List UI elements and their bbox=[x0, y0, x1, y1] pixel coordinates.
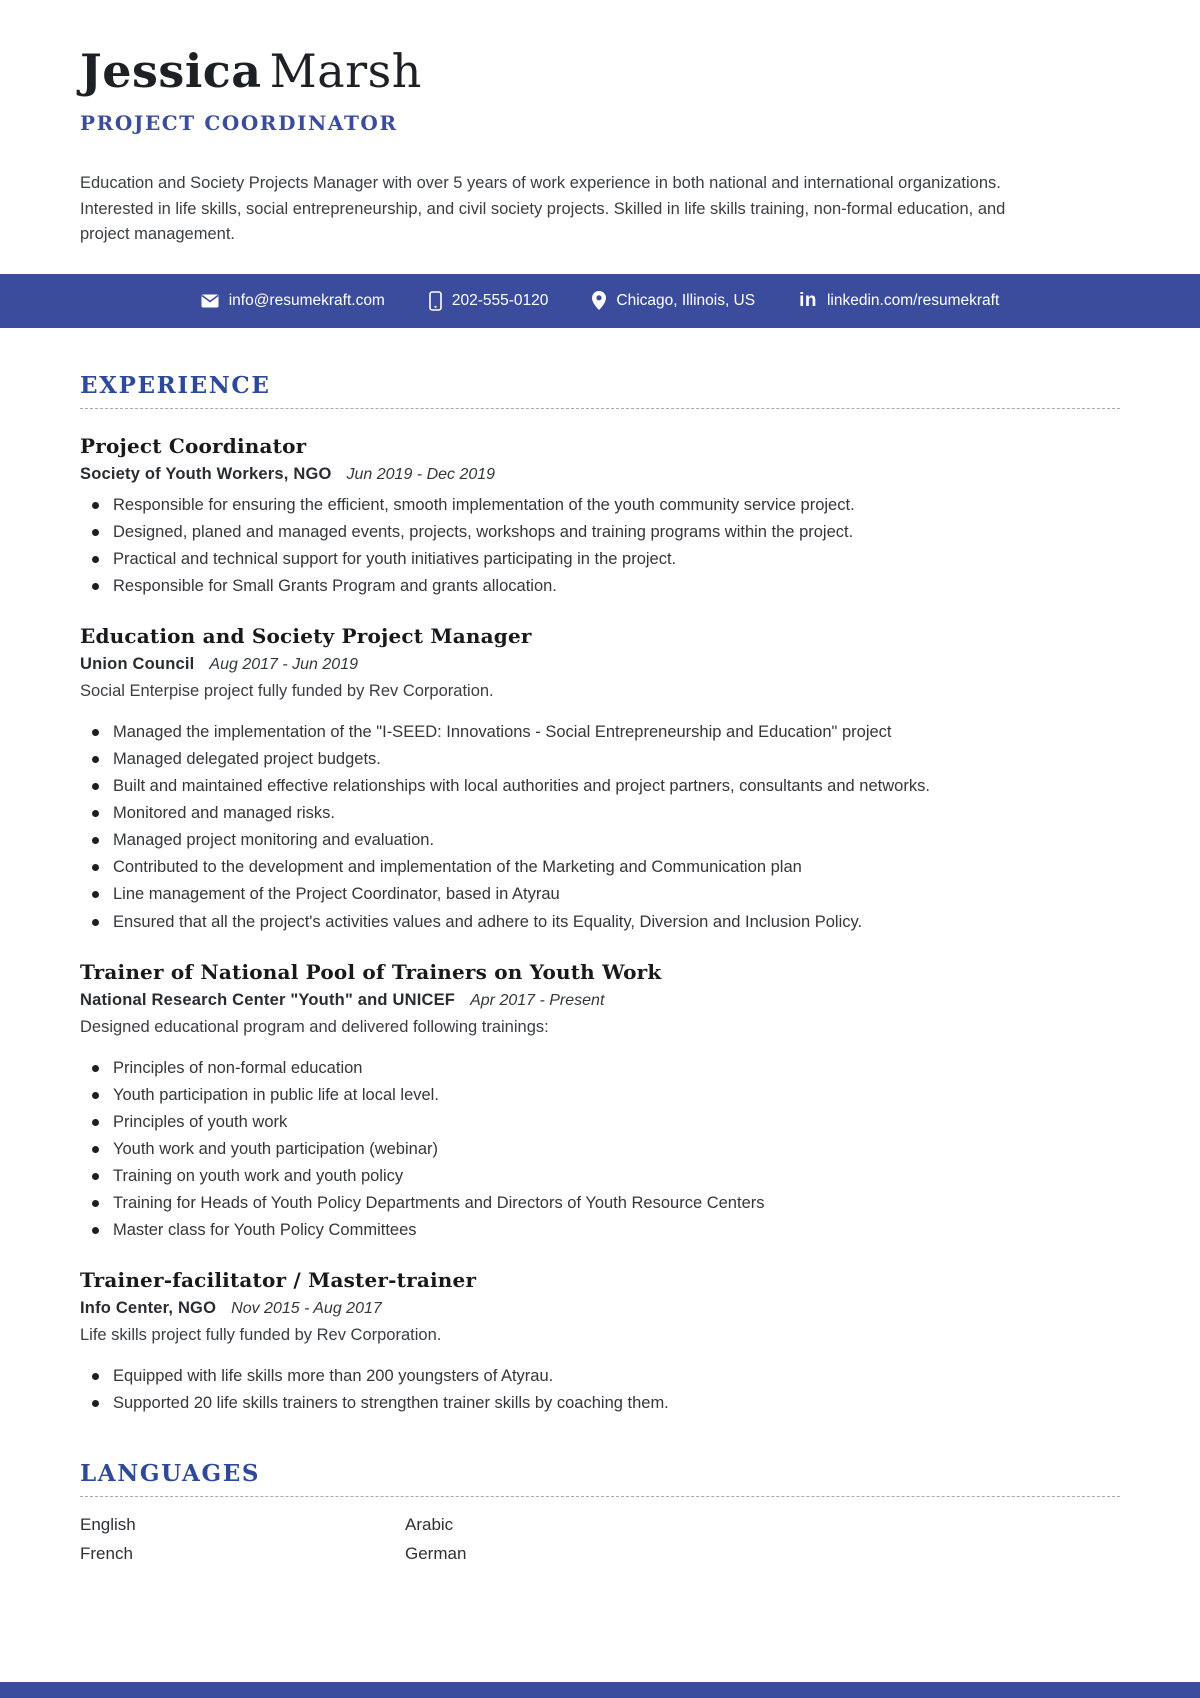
contact-location[interactable] bbox=[592, 291, 755, 310]
contact-bar bbox=[0, 274, 1200, 328]
header bbox=[0, 0, 1200, 248]
bullet-item: Managed project monitoring and evaluation. bbox=[80, 828, 1040, 853]
bullet-item: Managed delegated project budgets. bbox=[80, 747, 1040, 772]
bullet-item: Training for Heads of Youth Policy Departments and Directors of Youth Resource Centers bbox=[80, 1191, 1040, 1216]
contact-location-text: Chicago, Illinois, US bbox=[616, 291, 756, 309]
job-title: Project Coordinator bbox=[80, 433, 307, 458]
first-name: Jessica bbox=[80, 44, 262, 98]
experience-section bbox=[80, 372, 1120, 1417]
languages-columns bbox=[80, 1515, 1120, 1573]
person-name bbox=[80, 0, 1120, 98]
bullet-item: Master class for Youth Policy Committees bbox=[80, 1218, 1040, 1243]
job-entry bbox=[80, 1268, 1120, 1416]
last-name: Marsh bbox=[269, 44, 422, 98]
job-meta bbox=[80, 991, 1120, 1010]
bullet-item: Principles of non-formal education bbox=[80, 1056, 1040, 1081]
contact-phone[interactable] bbox=[429, 291, 549, 311]
job-description: Social Enterpise project fully funded by Rev Corporation. bbox=[80, 682, 494, 700]
contact-email[interactable] bbox=[201, 292, 385, 310]
job-meta bbox=[80, 465, 1120, 484]
job-title: Education and Society Project Manager bbox=[80, 624, 532, 648]
language-item: French bbox=[80, 1544, 133, 1564]
bullet-item: Designed, planed and managed events, projects, workshops and training programs within the project. bbox=[80, 520, 1040, 545]
contact-phone-text: 202-555-0120 bbox=[451, 291, 549, 309]
job-dates: Jun 2019 - Dec 2019 bbox=[346, 465, 496, 483]
linkedin-in-icon: in bbox=[799, 290, 817, 312]
language-item: English bbox=[80, 1515, 136, 1535]
languages-col-1 bbox=[80, 1515, 405, 1573]
company-name: Union Council bbox=[80, 655, 195, 673]
company-name: Info Center, NGO bbox=[80, 1299, 217, 1318]
bullet-item: Supported 20 life skills trainers to strengthen trainer skills by coaching them. bbox=[80, 1391, 1040, 1416]
bullet-item: Responsible for ensuring the efficient, smooth implementation of the youth community service project. bbox=[80, 493, 1040, 518]
job-title: Trainer of National Pool of Trainers on Youth Work bbox=[80, 959, 662, 984]
job-description: Designed educational program and delivered following trainings: bbox=[80, 1017, 549, 1036]
languages-col-2 bbox=[405, 1515, 730, 1573]
bullet-item: Equipped with life skills more than 200 youngsters of Atyrau. bbox=[80, 1364, 1040, 1389]
job-entry bbox=[80, 960, 1120, 1244]
job-dates: Nov 2015 - Aug 2017 bbox=[231, 1300, 382, 1318]
section-divider bbox=[80, 1496, 1120, 1497]
main-content bbox=[0, 372, 1200, 1574]
bullet-item: Monitored and managed risks. bbox=[80, 801, 1040, 826]
company-name: National Research Center "Youth" and UNICEF bbox=[80, 990, 456, 1009]
languages-section bbox=[80, 1460, 1120, 1573]
contact-linkedin[interactable] bbox=[799, 291, 999, 310]
job-bullets bbox=[80, 493, 1120, 599]
job-bullets bbox=[80, 1364, 1120, 1416]
bullet-item: Responsible for Small Grants Program and grants allocation. bbox=[80, 574, 1040, 599]
bullet-item: Ensured that all the project's activities values and adhere to its Equality, Diversion and Inclusion Policy. bbox=[80, 910, 1040, 935]
company-name: Society of Youth Workers, NGO bbox=[80, 464, 332, 483]
job-bullets bbox=[80, 1056, 1120, 1244]
bullet-item: Line management of the Project Coordinator, based in Atyrau bbox=[80, 882, 1040, 907]
bullet-item: Contributed to the development and implementation of the Marketing and Communication plan bbox=[80, 855, 1040, 880]
summary-text: Education and Society Projects Manager with over 5 years of work experience in both national and international organizations. Interested in life skills, social entrepreneurship, and civil society projects. Skilled in life skills training, non-formal education, and project management. bbox=[80, 174, 1006, 244]
email-icon bbox=[201, 294, 219, 308]
contact-linkedin-text: linkedin.com/resumekraft bbox=[826, 291, 1000, 309]
job-description: Life skills project fully funded by Rev Corporation. bbox=[80, 1326, 442, 1345]
page-title: PROJECT COORDINATOR bbox=[80, 111, 398, 135]
languages-heading: LANGUAGES bbox=[80, 1460, 261, 1488]
bullet-item: Managed the implementation of the "I-SEED: Innovations - Social Entrepreneurship and Education" project bbox=[80, 720, 1040, 745]
job-meta bbox=[80, 655, 1120, 674]
mobile-phone-icon bbox=[429, 291, 442, 311]
language-item: Arabic bbox=[405, 1515, 454, 1535]
jobs-list bbox=[80, 434, 1120, 1417]
bullet-item: Training on youth work and youth policy bbox=[80, 1164, 1040, 1189]
job-title: Trainer-facilitator / Master-trainer bbox=[80, 1268, 477, 1293]
bottom-accent-bar bbox=[0, 1682, 1200, 1698]
experience-heading: EXPERIENCE bbox=[80, 371, 271, 399]
bullet-item: Youth work and youth participation (webinar) bbox=[80, 1137, 1040, 1162]
job-entry bbox=[80, 624, 1120, 935]
contact-email-text: info@resumekraft.com bbox=[228, 291, 385, 309]
language-item: German bbox=[405, 1544, 467, 1564]
bullet-item: Youth participation in public life at local level. bbox=[80, 1083, 1040, 1108]
job-bullets bbox=[80, 720, 1120, 935]
bullet-item: Built and maintained effective relationships with local authorities and project partners, consultants and networks. bbox=[80, 774, 1040, 799]
job-dates: Apr 2017 - Present bbox=[470, 991, 605, 1009]
bullet-item: Practical and technical support for youth initiatives participating in the project. bbox=[80, 547, 1040, 572]
section-divider bbox=[80, 408, 1120, 409]
bullet-item: Principles of youth work bbox=[80, 1110, 1040, 1135]
job-entry bbox=[80, 434, 1120, 599]
job-meta bbox=[80, 1299, 1120, 1318]
job-dates: Aug 2017 - Jun 2019 bbox=[209, 656, 358, 673]
map-pin-icon bbox=[592, 291, 606, 310]
